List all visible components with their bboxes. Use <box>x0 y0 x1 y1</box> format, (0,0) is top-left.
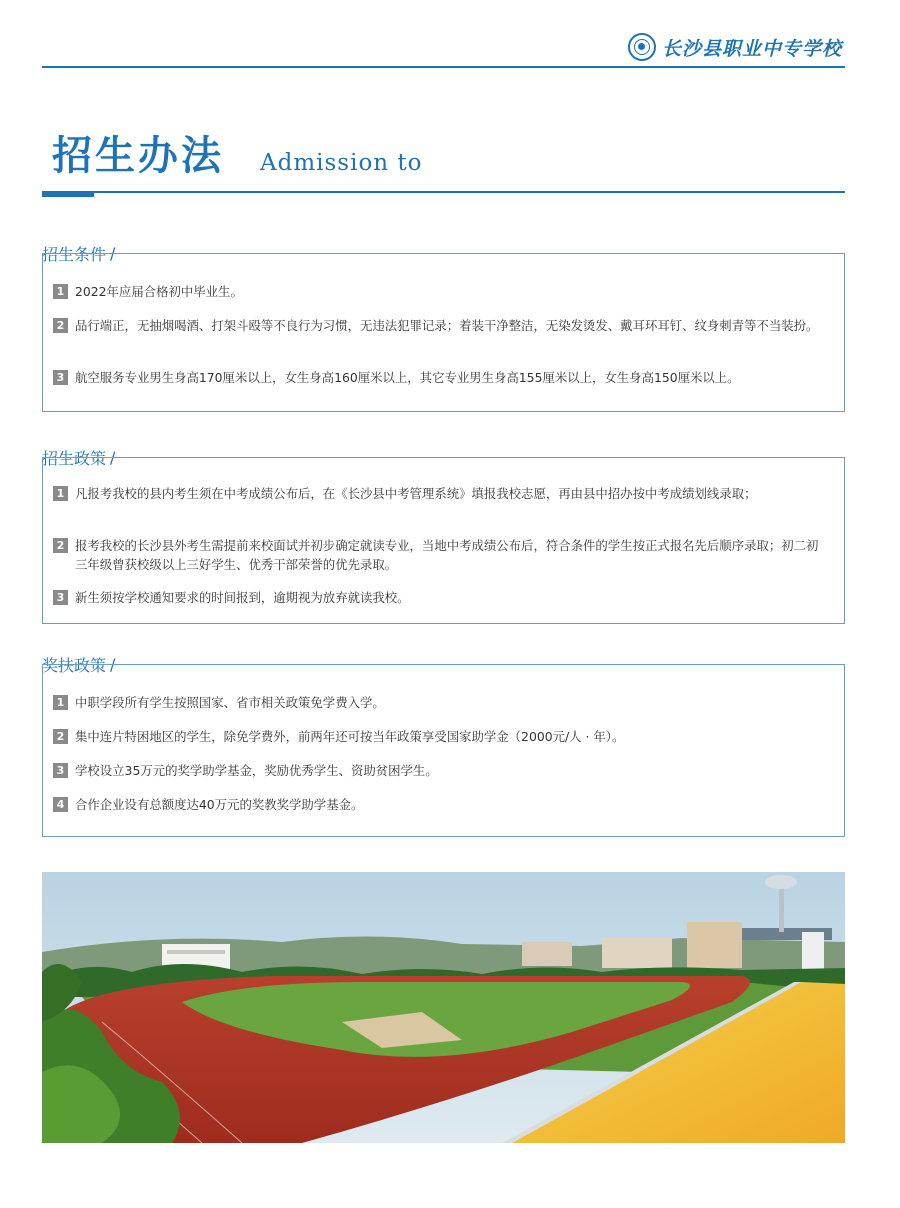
section-box-subsidy <box>42 664 845 837</box>
header-logo <box>628 32 842 62</box>
title-divider-accent <box>42 192 94 197</box>
item-number-badge: 2 <box>53 538 68 553</box>
section-heading-label: 招生条件 <box>42 244 107 264</box>
item-text: 品行端正，无抽烟喝酒、打架斗殴等不良行为习惯，无违法犯罪记录；着装干净整洁，无染发烫发、戴耳环耳钉、纹身刺青等不当装扮。 <box>75 318 819 333</box>
section-heading-subsidy: 奖扶政策 / <box>42 654 116 675</box>
school-name: 长沙县职业中专学校 <box>661 37 842 60</box>
item-number-badge: 2 <box>53 729 68 744</box>
list-item <box>53 693 824 712</box>
list-item <box>53 795 824 814</box>
page-title: 招生办法 <box>52 133 224 179</box>
item-text: 2022年应届合格初中毕业生。 <box>75 284 243 299</box>
header-divider <box>42 66 845 68</box>
item-number-badge: 1 <box>53 486 68 501</box>
item-text: 报考我校的长沙县外考生需提前来校面试并初步确定就读专业，当地中考成绩公布后，符合条件的学生按正式报名先后顺序录取；初二初三年级曾获校级以上三好学生、优秀干部荣誉的优先录取。 <box>75 538 819 572</box>
stadium-photo <box>42 872 845 1143</box>
item-text: 凡报考我校的县内考生须在中考成绩公布后，在《长沙县中考管理系统》填报我校志愿，再由县中招办按中考成绩划线录取； <box>75 486 757 501</box>
item-number-badge: 3 <box>53 370 68 385</box>
list-item <box>53 368 824 387</box>
item-number-badge: 2 <box>53 318 68 333</box>
item-text: 集中连片特困地区的学生，除免学费外，前两年还可按当年政策享受国家助学金（2000元/人 · 年）。 <box>75 729 625 744</box>
list-item <box>53 316 824 335</box>
section-heading-label: 奖扶政策 <box>42 655 107 675</box>
title-divider <box>42 191 845 193</box>
school-seal-icon <box>628 33 656 61</box>
item-number-badge: 3 <box>53 590 68 605</box>
item-text: 中职学段所有学生按照国家、省市相关政策免学费入学。 <box>75 695 385 710</box>
item-number-badge: 1 <box>53 284 68 299</box>
section-heading-conditions: 招生条件 / <box>42 243 116 264</box>
list-item <box>53 727 824 746</box>
item-number-badge: 3 <box>53 763 68 778</box>
list-item <box>53 484 824 503</box>
list-item <box>53 588 824 607</box>
section-box-conditions <box>42 253 845 412</box>
item-number-badge: 1 <box>53 695 68 710</box>
item-text: 学校设立35万元的奖学助学基金，奖励优秀学生、资助贫困学生。 <box>75 763 438 778</box>
item-text: 合作企业设有总额度达40万元的奖教奖学助学基金。 <box>75 797 364 812</box>
section-box-policy <box>42 457 845 624</box>
page-subtitle-en: Admission to <box>260 150 423 176</box>
list-item <box>53 761 824 780</box>
section-heading-label: 招生政策 <box>42 448 107 468</box>
item-text: 新生须按学校通知要求的时间报到，逾期视为放弃就读我校。 <box>75 590 410 605</box>
item-text: 航空服务专业男生身高170厘米以上，女生身高160厘米以上，其它专业男生身高155厘米以上，女生身高150厘米以上。 <box>75 370 740 385</box>
list-item <box>53 282 824 301</box>
section-heading-policy: 招生政策 / <box>42 447 116 468</box>
item-number-badge: 4 <box>53 797 68 812</box>
list-item <box>53 536 824 574</box>
